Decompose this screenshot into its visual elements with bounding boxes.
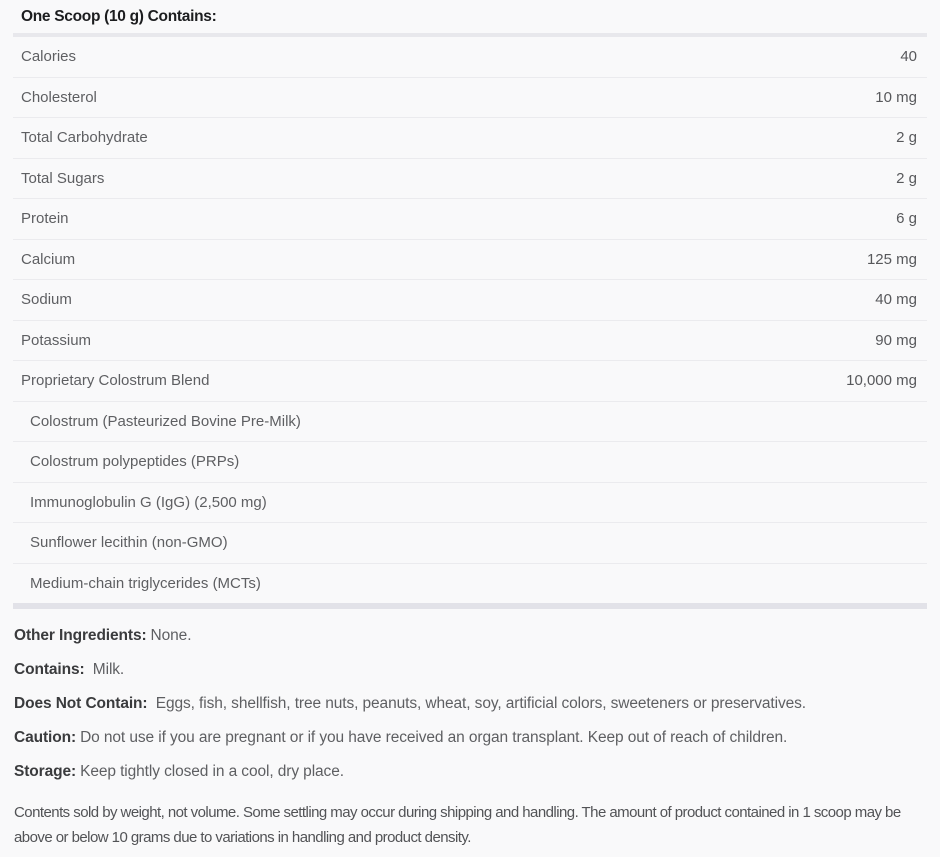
nutrient-label: Sunflower lecithin (non-GMO) [30, 534, 228, 552]
nutrient-table [13, 37, 927, 603]
table-row [13, 37, 927, 78]
note-label: Does Not Contain: [14, 695, 148, 712]
table-row [13, 118, 927, 159]
nutrient-value: 125 mg [866, 250, 917, 268]
nutrient-label: Proprietary Colostrum Blend [21, 372, 210, 390]
table-row [13, 402, 927, 443]
table-row [13, 321, 927, 362]
nutrient-value: 10 mg [875, 88, 917, 106]
nutrient-value: 40 [900, 48, 917, 66]
nutrient-label: Calcium [21, 250, 76, 268]
table-row [13, 361, 927, 402]
nutrient-value: 40 mg [875, 291, 917, 309]
nutrient-label: Protein [21, 210, 69, 228]
table-row [13, 240, 927, 281]
note-row [14, 761, 927, 782]
table-row [13, 564, 927, 604]
note-text: None. [150, 627, 192, 644]
note-label: Contains: [14, 661, 85, 678]
nutrient-label: Colostrum polypeptides (PRPs) [30, 453, 240, 471]
note-row [14, 659, 927, 680]
table-row [13, 78, 927, 119]
nutrient-label: Medium-chain triglycerides (MCTs) [30, 574, 261, 592]
nutrient-label: Calories [21, 48, 77, 66]
nutrient-value: 2 g [896, 169, 917, 187]
nutrient-value: 6 g [896, 210, 917, 228]
nutrient-label: Immunoglobulin G (IgG) (2,500 mg) [30, 493, 267, 511]
note-label: Other Ingredients: [14, 627, 147, 644]
note-row [14, 625, 927, 646]
table-row [13, 483, 927, 524]
panel-header: One Scoop (10 g) Contains: [21, 8, 217, 25]
table-row [13, 280, 927, 321]
nutrient-value: 10,000 mg [846, 372, 917, 390]
note-label: Storage: [14, 763, 77, 780]
table-row [13, 523, 927, 564]
nutrient-label: Colostrum (Pasteurized Bovine Pre-Milk) [30, 412, 301, 430]
note-text: Eggs, fish, shellfish, tree nuts, peanuts, wheat, soy, artificial colors, sweeteners or preservatives. [151, 695, 806, 712]
note-text: Keep tightly closed in a cool, dry place. [80, 763, 344, 780]
table-row [13, 442, 927, 483]
disclaimer-text: Contents sold by weight, not volume. Some settling may occur during shipping and handling. The amount of product contained in 1 scoop may be above or below 10 grams due to variations in handling and product density. [14, 804, 901, 846]
nutrient-label: Cholesterol [21, 88, 97, 106]
note-text: Milk. [88, 661, 125, 678]
nutrient-value: 90 mg [875, 331, 917, 349]
note-row [14, 693, 927, 714]
table-bottom-bar [13, 603, 927, 609]
note-label: Caution: [14, 729, 77, 746]
nutrient-label: Sodium [21, 291, 72, 309]
note-row [14, 727, 927, 748]
nutrient-value: 2 g [896, 129, 917, 147]
nutrient-label: Total Sugars [21, 169, 105, 187]
notes-section [14, 625, 927, 782]
nutrient-label: Total Carbohydrate [21, 129, 148, 147]
table-row [13, 159, 927, 200]
supplement-facts-panel [13, 0, 927, 609]
note-text: Do not use if you are pregnant or if you have received an organ transplant. Keep out of reach of children. [80, 729, 788, 746]
nutrient-label: Potassium [21, 331, 92, 349]
table-row [13, 199, 927, 240]
